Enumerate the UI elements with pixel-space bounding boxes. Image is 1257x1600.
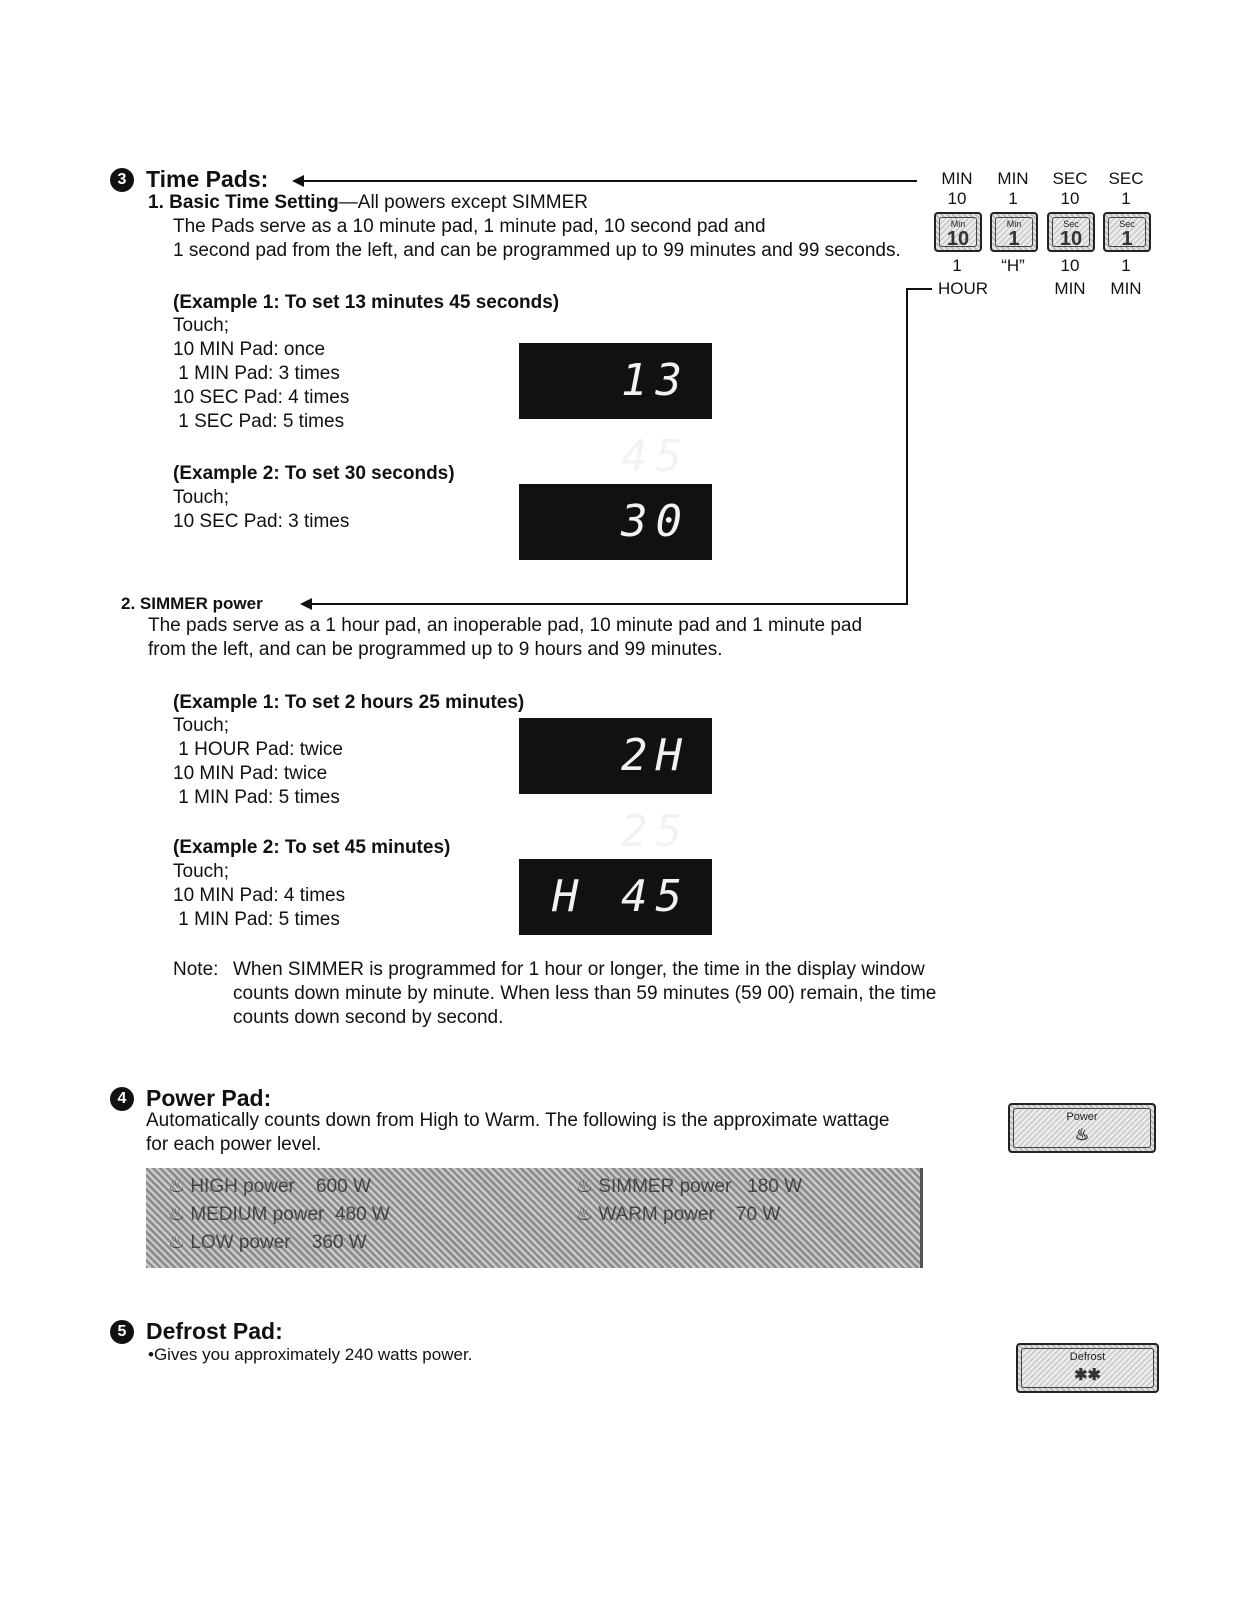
note-label: Note:: [173, 959, 219, 980]
power-level-watts: 480 W: [334, 1204, 390, 1225]
defrost-text-line1: •Gives you approximately 240 watts power.: [148, 1345, 473, 1364]
basic-example1-step: 10 SEC Pad: 4 times: [173, 387, 350, 408]
pad-top-value: 1: [1008, 189, 1018, 208]
pad-top-unit: MIN: [997, 169, 1029, 188]
simmer-example2-step: 1 MIN Pad: 5 times: [173, 909, 340, 930]
section-number-5: 5: [110, 1320, 134, 1344]
defrost-pad-button[interactable]: [1016, 1343, 1159, 1393]
power-level-row: ♨ MEDIUM power 480 W: [168, 1204, 390, 1225]
power-level-wattage-table: [146, 1168, 923, 1268]
simmer-example2-touch: Touch;: [173, 861, 229, 882]
note-line: counts down minute by minute. When less than 59 minutes (59 00) remain, the time: [233, 983, 937, 1004]
power-icon: ♨: [1074, 1127, 1090, 1144]
pad-top-value: 1: [1121, 189, 1131, 208]
power-level-name: WARM power: [598, 1204, 715, 1225]
pad-small-label: Min: [950, 219, 966, 229]
basic-text-line2: 1 second pad from the left, and can be programmed up to 99 minutes and 99 seconds.: [173, 240, 901, 261]
section-heading-defrost-pad: Defrost Pad:: [146, 1318, 283, 1344]
pad-bottom-unit: MIN: [1110, 279, 1142, 298]
section-heading-time-pads: Time Pads:: [146, 166, 269, 192]
power-level-row: ♨ LOW power 360 W: [168, 1232, 367, 1253]
simmer-example1-touch: Touch;: [173, 715, 229, 736]
basic-example2-touch: Touch;: [173, 487, 229, 508]
power-level-name: SIMMER power: [598, 1176, 732, 1197]
power-pad-button[interactable]: [1008, 1103, 1156, 1153]
time-pad-10-min[interactable]: [934, 212, 982, 252]
defrost-pad-label: Defrost: [1069, 1351, 1106, 1363]
pad-top-unit: SEC: [1052, 169, 1088, 188]
power-text-line1: Automatically counts down from High to Warm. The following is the approximate wattage: [146, 1110, 890, 1131]
basic-example1-step: 1 MIN Pad: 3 times: [173, 363, 340, 384]
pad-face: [1108, 217, 1146, 250]
power-level-watts: 70 W: [735, 1204, 781, 1225]
power-level-name: MEDIUM power: [190, 1204, 325, 1225]
power-level-watts: 600 W: [315, 1176, 371, 1197]
basic-example1-title: (Example 1: To set 13 minutes 45 seconds): [173, 292, 560, 313]
pad-bottom-value: 10: [1060, 256, 1080, 275]
display-window: 13 45: [519, 343, 712, 419]
power-text-line2: for each power level.: [146, 1134, 322, 1155]
basic-title-rest: —All powers except SIMMER: [338, 192, 588, 213]
display-window: 30: [519, 484, 712, 560]
pad-top-unit: MIN: [941, 169, 973, 188]
pad-top-value: 10: [947, 189, 967, 208]
pad-small-label: Min: [1006, 219, 1022, 229]
display-window: 2H 25: [519, 718, 712, 794]
basic-text-line1: The Pads serve as a 10 minute pad, 1 minute pad, 10 second pad and: [173, 216, 766, 237]
note-line: counts down second by second.: [233, 1007, 504, 1028]
basic-example2-title: (Example 2: To set 30 seconds): [173, 463, 455, 484]
simmer-example1-step: 1 MIN Pad: 5 times: [173, 787, 340, 808]
arrow-head-icon: [300, 598, 312, 610]
power-level-row: ♨ HIGH power 600 W: [168, 1176, 371, 1197]
pad-bottom-unit: MIN: [1054, 279, 1086, 298]
section-number-4: 4: [110, 1087, 134, 1111]
snowflake-icon: ✱✱: [1074, 1367, 1101, 1384]
power-level-row: ♨ WARM power 70 W: [576, 1204, 781, 1225]
pad-small-label: Sec: [1063, 219, 1079, 229]
time-pad-10-sec[interactable]: [1047, 212, 1095, 252]
basic-example2-step: 10 SEC Pad: 3 times: [173, 511, 350, 532]
display-window: H 45: [519, 859, 712, 935]
power-level-watts: 180 W: [747, 1176, 803, 1197]
pad-face: [995, 217, 1033, 250]
pad-face: [1021, 1348, 1154, 1388]
simmer-text-line2: from the left, and can be programmed up to 9 hours and 99 minutes.: [148, 639, 723, 660]
simmer-example1-step: 10 MIN Pad: twice: [173, 763, 328, 784]
section-heading-power-pad: Power Pad:: [146, 1085, 272, 1111]
simmer-example2-step: 10 MIN Pad: 4 times: [173, 885, 346, 906]
arrow-line-time-pads: [300, 180, 917, 182]
time-pad-1-min[interactable]: [990, 212, 1038, 252]
pad-bottom-value: 1: [1121, 256, 1131, 275]
basic-title-bold: 1. Basic Time Setting: [148, 192, 339, 213]
note-line: When SIMMER is programmed for 1 hour or longer, the time in the display window: [233, 959, 925, 980]
bracket-line-bottom: [310, 603, 908, 605]
pad-big-label: 1: [1121, 228, 1133, 250]
section-number-3: 3: [110, 168, 134, 192]
pad-small-label: Sec: [1119, 219, 1135, 229]
basic-example1-step: 1 SEC Pad: 5 times: [173, 411, 345, 432]
power-level-name: HIGH power: [190, 1176, 295, 1197]
pad-bottom-unit: HOUR: [938, 279, 989, 298]
simmer-example1-step: 1 HOUR Pad: twice: [173, 739, 343, 760]
pad-bottom-value: 1: [952, 256, 962, 275]
power-pad-label: Power: [1066, 1111, 1098, 1123]
power-level-row: ♨ SIMMER power 180 W: [576, 1176, 803, 1197]
basic-example1-touch: Touch;: [173, 315, 229, 336]
pad-top-unit: SEC: [1108, 169, 1144, 188]
arrow-head-icon: [292, 175, 304, 187]
power-level-name: LOW power: [190, 1232, 291, 1253]
basic-time-setting-title: [148, 191, 588, 214]
basic-example1-step: 10 MIN Pad: once: [173, 339, 326, 360]
simmer-text-line1: The pads serve as a 1 hour pad, an inoperable pad, 10 minute pad and 1 minute pad: [148, 615, 863, 636]
simmer-example1-title: (Example 1: To set 2 hours 25 minutes): [173, 692, 525, 713]
pad-bottom-value: “H”: [1001, 256, 1025, 275]
time-pad-1-sec[interactable]: [1103, 212, 1151, 252]
pad-face: [1052, 217, 1090, 250]
simmer-example2-title: (Example 2: To set 45 minutes): [173, 837, 451, 858]
pad-big-label: 10: [1059, 228, 1083, 250]
pad-top-value: 10: [1060, 189, 1080, 208]
bracket-line-top: [906, 288, 932, 290]
pad-face: [939, 217, 977, 250]
power-level-watts: 360 W: [311, 1232, 367, 1253]
simmer-power-title: 2. SIMMER power: [121, 594, 263, 613]
pad-big-label: 10: [946, 228, 970, 250]
pad-face: [1013, 1108, 1151, 1148]
bracket-line-vertical: [906, 288, 908, 604]
pad-big-label: 1: [1008, 228, 1020, 250]
